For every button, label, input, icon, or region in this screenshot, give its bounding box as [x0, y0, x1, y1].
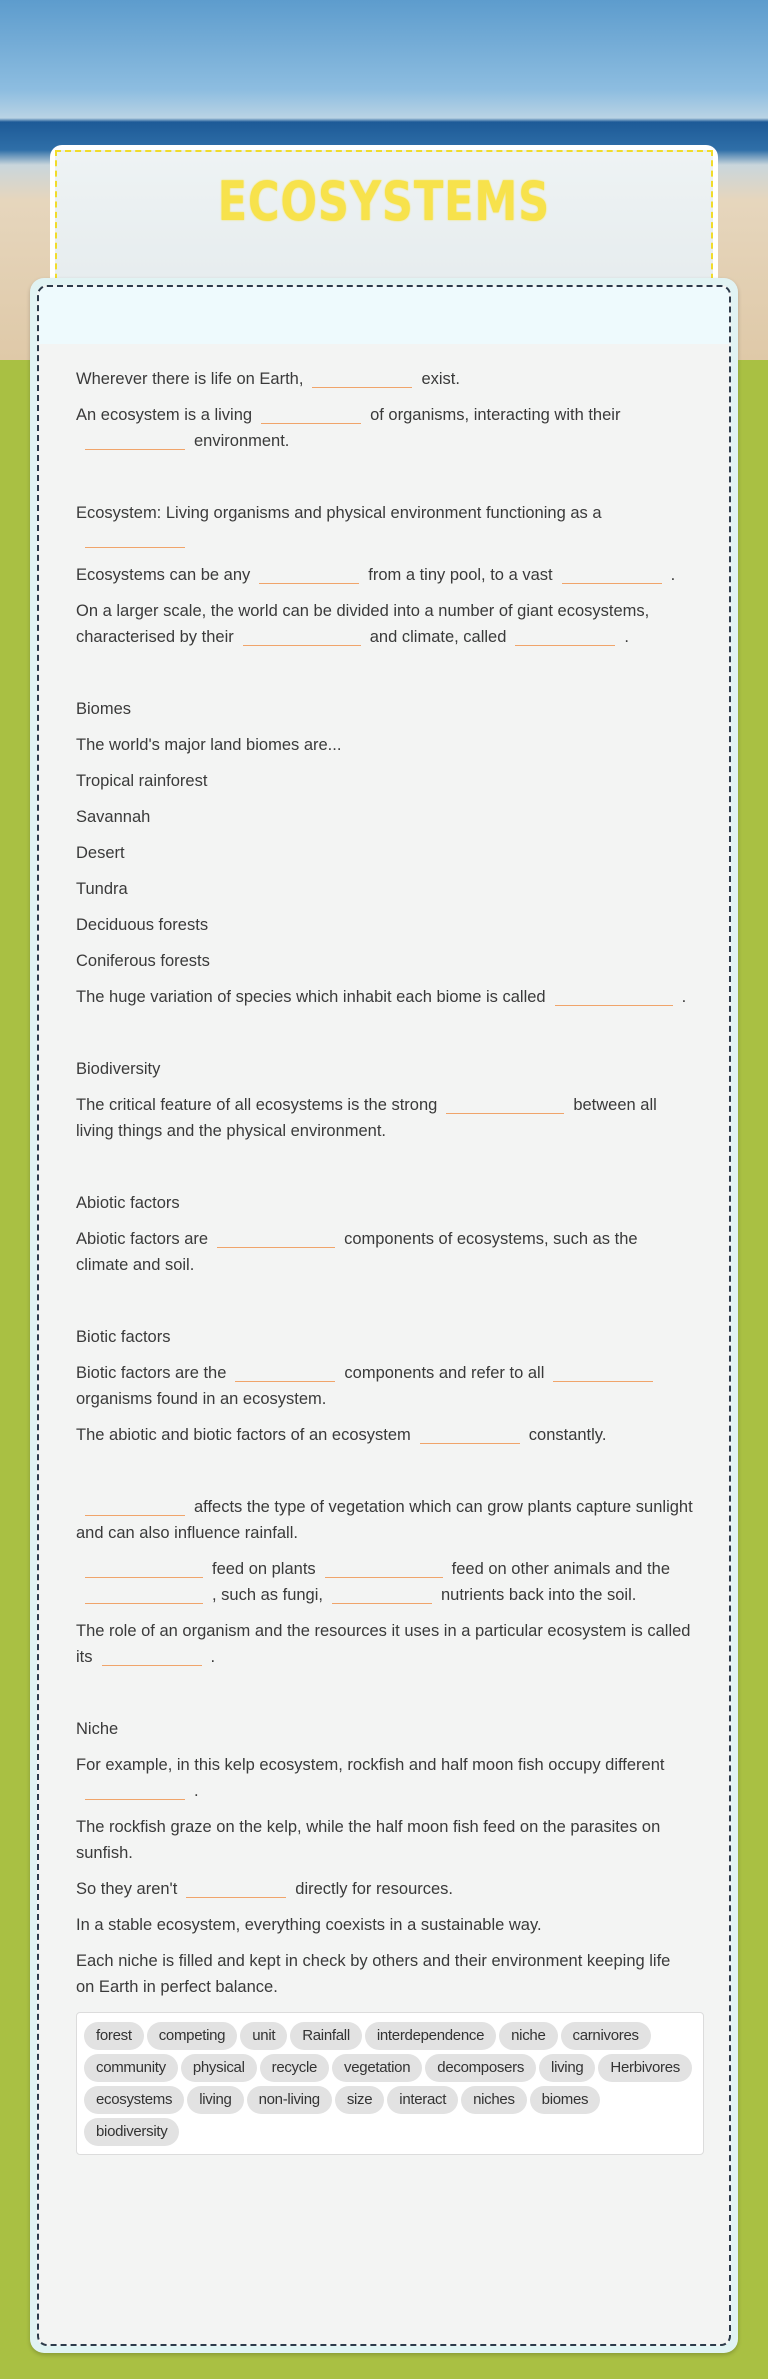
worksheet-paragraph: [76, 912, 693, 938]
worksheet-paragraph: [76, 732, 693, 758]
section-spacer: [76, 1458, 693, 1494]
paragraph-text: Wherever there is life on Earth,: [76, 370, 304, 388]
blank-drop-field[interactable]: [85, 430, 185, 450]
worksheet-paragraph: [76, 876, 693, 902]
section-spacer: [76, 660, 693, 696]
worksheet-paragraph: [76, 1422, 693, 1448]
word-bank: [76, 2012, 704, 2155]
blank-drop-field[interactable]: [85, 528, 185, 548]
word-chip[interactable]: biomes: [530, 2086, 601, 2114]
worksheet-paragraph: [76, 500, 693, 552]
paragraph-text: between all living things and the physical environment.: [76, 1096, 657, 1140]
worksheet-paragraph: [76, 1360, 693, 1412]
paragraph-text: The critical feature of all ecosystems is the strong: [76, 1096, 438, 1114]
page-title: ECOSYSTEMS: [217, 169, 551, 233]
paragraph-text: Each niche is filled and kept in check by others and their environment keeping life on Earth in perfect balance.: [76, 1952, 671, 1996]
header-card: [50, 145, 718, 295]
worksheet-paragraph: [76, 1226, 693, 1278]
worksheet-paragraph: [76, 1912, 693, 1938]
word-chip[interactable]: decomposers: [425, 2054, 536, 2082]
blank-drop-field[interactable]: [555, 986, 673, 1006]
word-chip[interactable]: carnivores: [561, 2022, 651, 2050]
paragraph-text: The rockfish graze on the kelp, while the half moon fish feed on the parasites on sunfish.: [76, 1818, 661, 1862]
paragraph-text: components and refer to all: [344, 1364, 545, 1382]
worksheet-paragraph: [76, 804, 693, 830]
paragraph-text: Biomes: [76, 700, 132, 718]
blank-drop-field[interactable]: [85, 1558, 203, 1578]
worksheet-paragraph: [76, 1494, 693, 1546]
word-chip[interactable]: community: [84, 2054, 178, 2082]
paragraph-text: In a stable ecosystem, everything coexists in a sustainable way.: [76, 1916, 542, 1934]
blank-drop-field[interactable]: [102, 1646, 202, 1666]
paragraph-text: Tropical rainforest: [76, 772, 208, 790]
paragraph-text: Biotic factors: [76, 1328, 171, 1346]
worksheet-content: [39, 344, 729, 2155]
word-chip[interactable]: niche: [499, 2022, 557, 2050]
paragraph-text: Savannah: [76, 808, 151, 826]
word-chip[interactable]: biodiversity: [84, 2118, 179, 2146]
paragraph-text: .: [210, 1648, 216, 1666]
blank-drop-field[interactable]: [420, 1424, 520, 1444]
paragraph-text: feed on plants: [212, 1560, 316, 1578]
paragraph-text: So they aren't: [76, 1880, 178, 1898]
word-chip[interactable]: Herbivores: [598, 2054, 692, 2082]
worksheet-paragraph: [76, 562, 693, 588]
paragraph-text: constantly.: [528, 1426, 607, 1444]
paragraph-text: Abiotic factors: [76, 1194, 180, 1212]
paragraph-text: Tundra: [76, 880, 128, 898]
worksheet-paragraph: [76, 1876, 693, 1902]
blank-drop-field[interactable]: [217, 1228, 335, 1248]
header-inner: [55, 150, 713, 290]
word-chip[interactable]: living: [187, 2086, 243, 2114]
paragraph-text: Biotic factors are the: [76, 1364, 227, 1382]
paragraph-text: affects the type of vegetation which can grow plants capture sunlight and can also influence rainfall.: [76, 1498, 693, 1542]
word-chip[interactable]: unit: [240, 2022, 287, 2050]
worksheet-paragraph: [76, 1056, 693, 1082]
paragraph-text: directly for resources.: [295, 1880, 454, 1898]
paragraph-text: , such as fungi,: [212, 1586, 323, 1604]
paragraph-text: Niche: [76, 1720, 119, 1738]
word-chip[interactable]: size: [335, 2086, 384, 2114]
blank-drop-field[interactable]: [553, 1362, 653, 1382]
paragraph-text: of organisms, interacting with their: [370, 406, 621, 424]
paragraph-text: environment.: [194, 432, 290, 450]
worksheet-top-band: [39, 287, 729, 344]
section-spacer: [76, 1020, 693, 1056]
paragraph-text: .: [681, 988, 687, 1006]
section-spacer: [76, 1680, 693, 1716]
paragraph-text: exist.: [421, 370, 460, 388]
section-spacer: [76, 1288, 693, 1324]
section-spacer: [76, 464, 693, 500]
word-chip[interactable]: competing: [147, 2022, 238, 2050]
blank-drop-field[interactable]: [312, 368, 412, 388]
word-chip[interactable]: physical: [181, 2054, 257, 2082]
paragraph-text: The abiotic and biotic factors of an ecosystem: [76, 1426, 411, 1444]
paragraph-text: .: [670, 566, 676, 584]
worksheet-paragraph: [76, 1324, 693, 1350]
worksheet-card: [30, 278, 738, 2353]
paragraph-text: from a tiny pool, to a vast: [368, 566, 553, 584]
worksheet-paragraph: [76, 948, 693, 974]
worksheet-paragraph: [76, 1752, 693, 1804]
paragraph-text: Ecosystem: Living organisms and physical environment functioning as a: [76, 504, 602, 522]
paragraph-text: Ecosystems can be any: [76, 566, 251, 584]
word-chip[interactable]: forest: [84, 2022, 144, 2050]
worksheet-paragraph: [76, 1092, 693, 1144]
worksheet-inner: [37, 285, 731, 2346]
paragraph-text: The world's major land biomes are...: [76, 736, 342, 754]
word-chip[interactable]: recycle: [260, 2054, 329, 2082]
paragraph-text: The huge variation of species which inhabit each biome is called: [76, 988, 546, 1006]
paragraph-text: On a larger scale, the world can be divided into a number of giant ecosystems, characterised by their: [76, 602, 650, 646]
word-chip[interactable]: vegetation: [332, 2054, 422, 2082]
worksheet-paragraph: [76, 1948, 693, 2000]
blank-drop-field[interactable]: [235, 1362, 335, 1382]
paragraph-text: Coniferous forests: [76, 952, 210, 970]
paragraph-text: feed on other animals and the: [451, 1560, 670, 1578]
worksheet-paragraph: [76, 1556, 693, 1608]
worksheet-paragraph: [76, 768, 693, 794]
paragraph-text: components of ecosystems, such as the climate and soil.: [76, 1230, 638, 1274]
paragraph-text: Desert: [76, 844, 125, 862]
worksheet-paragraph: [76, 598, 693, 650]
blank-drop-field[interactable]: [259, 564, 359, 584]
worksheet-paragraph: [76, 1618, 693, 1670]
word-chip[interactable]: niches: [461, 2086, 527, 2114]
paragraph-text: .: [624, 628, 630, 646]
blank-drop-field[interactable]: [562, 564, 662, 584]
word-chip[interactable]: living: [539, 2054, 595, 2082]
word-chip[interactable]: non-living: [247, 2086, 332, 2114]
blank-drop-field[interactable]: [332, 1584, 432, 1604]
blank-drop-field[interactable]: [515, 626, 615, 646]
blank-drop-field[interactable]: [85, 1496, 185, 1516]
blank-drop-field[interactable]: [261, 404, 361, 424]
paragraph-text: Abiotic factors are: [76, 1230, 209, 1248]
worksheet-paragraph: [76, 696, 693, 722]
blank-drop-field[interactable]: [446, 1094, 564, 1114]
paragraph-text: .: [194, 1782, 199, 1800]
paragraph-text: An ecosystem is a living: [76, 406, 253, 424]
paragraph-text: The role of an organism and the resources it uses in a particular ecosystem is called its: [76, 1622, 691, 1666]
blank-drop-field[interactable]: [85, 1780, 185, 1800]
word-chip[interactable]: interact: [387, 2086, 458, 2114]
paragraph-text: nutrients back into the soil.: [440, 1586, 637, 1604]
paragraph-text: organisms found in an ecosystem.: [76, 1390, 327, 1408]
blank-drop-field[interactable]: [85, 1584, 203, 1604]
worksheet-paragraph: [76, 402, 693, 454]
paragraph-text: Biodiversity: [76, 1060, 161, 1078]
blank-drop-field[interactable]: [186, 1878, 286, 1898]
worksheet-paragraph: [76, 366, 693, 392]
word-chip[interactable]: ecosystems: [84, 2086, 184, 2114]
section-spacer: [76, 1154, 693, 1190]
worksheet-paragraph: [76, 1814, 693, 1866]
worksheet-paragraph: [76, 840, 693, 866]
word-chip[interactable]: Rainfall: [290, 2022, 362, 2050]
paragraph-text: Deciduous forests: [76, 916, 209, 934]
word-chip[interactable]: interdependence: [365, 2022, 496, 2050]
paragraph-text: and climate, called: [369, 628, 507, 646]
paragraph-text: For example, in this kelp ecosystem, rockfish and half moon fish occupy different: [76, 1756, 665, 1774]
worksheet-paragraph: [76, 1190, 693, 1216]
blank-drop-field[interactable]: [243, 626, 361, 646]
blank-drop-field[interactable]: [325, 1558, 443, 1578]
worksheet-paragraph: [76, 1716, 693, 1742]
worksheet-paragraph: [76, 984, 693, 1010]
